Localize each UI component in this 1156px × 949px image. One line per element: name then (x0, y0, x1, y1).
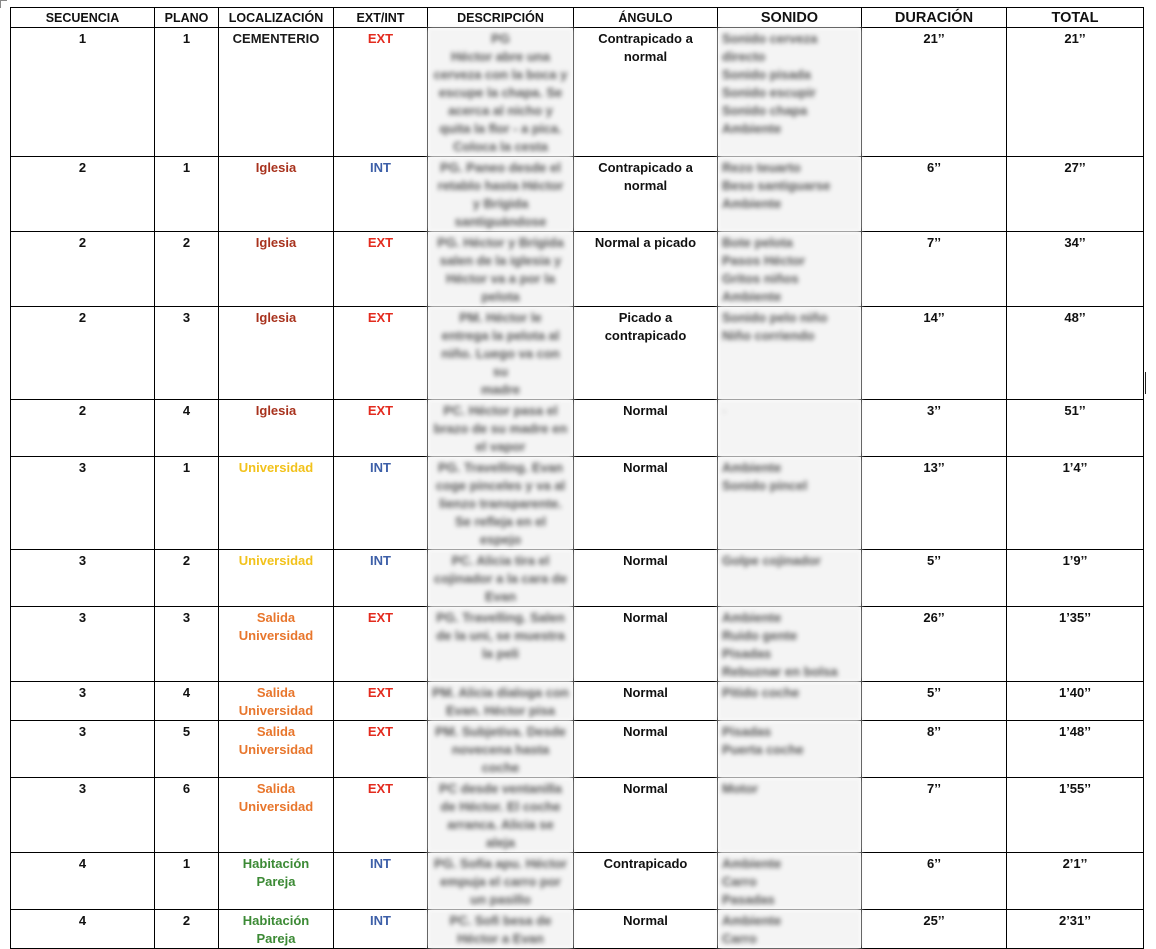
cell-descripcion-line: PC. Héctor pasa el (443, 403, 558, 418)
cell-descripcion-line: entrega la pelota al (441, 328, 560, 343)
cell-descripcion (428, 157, 574, 232)
cell-plano: 3 (155, 307, 219, 400)
cell-sonido (718, 607, 862, 682)
text-cursor (1145, 372, 1146, 394)
cell-ext-int: INT (334, 157, 428, 232)
cell-duracion: 8’’ (862, 721, 1007, 778)
cell-secuencia: 1 (11, 28, 155, 157)
cell-sonido-line: Sonido chapa (722, 103, 808, 118)
table-row (11, 550, 1144, 607)
cell-descripcion-line: PC desde ventanilla (439, 781, 562, 796)
cell-localizacion: Salida Universidad (219, 682, 334, 721)
cell-angulo: Normal (574, 721, 718, 778)
cell-descripcion-line: Coloca la cesta (453, 139, 548, 154)
cell-ext-int: INT (334, 853, 428, 910)
script-breakdown-table (10, 7, 1144, 949)
cell-descripcion-line: PG. Héctor y Brígida (437, 235, 564, 250)
cell-plano: 2 (155, 910, 219, 949)
cell-plano: 4 (155, 682, 219, 721)
cell-descripcion-line: brazo de su madre en (433, 421, 568, 436)
cell-descripcion-line: PC. Alicia tira el (451, 553, 550, 568)
cell-secuencia: 3 (11, 607, 155, 682)
cell-secuencia: 2 (11, 307, 155, 400)
cell-descripcion (428, 910, 574, 949)
cell-total: 1’55’’ (1007, 778, 1144, 853)
cell-sonido-line: Bote pelota (722, 235, 793, 250)
table-row (11, 778, 1144, 853)
cell-descripcion-line: de Héctor. El coche (440, 799, 561, 814)
cell-sonido-line: Rezo teuarto (722, 160, 801, 175)
cell-sonido (718, 157, 862, 232)
cell-descripcion-line: PG. Paneo desde el (440, 160, 561, 175)
table-row (11, 721, 1144, 778)
cell-sonido-line: Carro (722, 874, 757, 889)
cell-sonido-line: Ambiente (722, 121, 782, 136)
cell-descripcion-line: PG (491, 31, 510, 46)
table-row (11, 307, 1144, 400)
cell-localizacion: Salida Universidad (219, 607, 334, 682)
cell-sonido-line: Sonido escupir (722, 85, 816, 100)
cell-descripcion-line: coge pinceles y va al (435, 478, 566, 493)
cell-plano: 6 (155, 778, 219, 853)
cell-descripcion-line: Evan (484, 589, 517, 604)
cell-sonido-line: Pasos Héctor (722, 253, 806, 268)
cell-angulo: Picado a contrapicado (574, 307, 718, 400)
cell-ext-int: EXT (334, 682, 428, 721)
cell-sonido (718, 853, 862, 910)
cell-sonido-line: Beso santiguarse (722, 178, 831, 193)
cell-localizacion: Iglesia (219, 157, 334, 232)
cell-secuencia: 2 (11, 400, 155, 457)
table-row (11, 853, 1144, 910)
cell-total: 1’9’’ (1007, 550, 1144, 607)
cell-sonido-line: Pisadas (722, 646, 772, 661)
cell-descripcion-line: Se refleja en el (454, 514, 547, 529)
cell-duracion: 26’’ (862, 607, 1007, 682)
cell-angulo: Contrapicado a normal (574, 28, 718, 157)
cell-sonido (718, 778, 862, 853)
cell-angulo: Normal (574, 682, 718, 721)
cell-sonido-line: Sonido pisada (722, 67, 811, 82)
cell-plano: 4 (155, 400, 219, 457)
cell-secuencia: 4 (11, 910, 155, 949)
header-total: TOTAL (1007, 8, 1144, 28)
cell-descripcion-line: santiguándose (454, 214, 547, 229)
cell-sonido-line: Carro (722, 931, 757, 946)
cell-descripcion-line: PM. Alicia dialoga con (432, 685, 569, 700)
header-angulo: ÁNGULO (574, 8, 718, 28)
cell-plano: 2 (155, 232, 219, 307)
cell-sonido-line: Ruido gente (722, 628, 798, 643)
cell-descripcion-line: espejo (479, 532, 522, 547)
cell-total: 1’4’’ (1007, 457, 1144, 550)
cell-sonido-line: Ambiente (722, 460, 782, 475)
cell-sonido-line: Puerta coche (722, 742, 804, 757)
cell-sonido-line: Sonido pincel (722, 478, 808, 493)
cell-sonido (718, 28, 862, 157)
cell-sonido-line: Pisadas (722, 724, 772, 739)
cell-descripcion (428, 550, 574, 607)
cell-descripcion-line: retablo hasta Héctor (437, 178, 564, 193)
cell-ext-int: EXT (334, 778, 428, 853)
cell-descripcion-line: PG. Travelling. Evan (438, 460, 563, 475)
cell-sonido (718, 307, 862, 400)
cell-duracion: 5’’ (862, 550, 1007, 607)
cell-ext-int: EXT (334, 28, 428, 157)
cell-descripcion-line: el vapor (475, 439, 526, 454)
cell-descripcion (428, 721, 574, 778)
cell-sonido-line: Rebuznar en bolsa (722, 664, 838, 679)
cell-localizacion: Salida Universidad (219, 721, 334, 778)
cell-descripcion (428, 307, 574, 400)
cell-sonido-line: Ambiente (722, 610, 782, 625)
cell-sonido-line: Pitido coche (722, 685, 800, 700)
header-ext-int: EXT/INT (334, 8, 428, 28)
cell-duracion: 6’’ (862, 853, 1007, 910)
cell-angulo: Normal (574, 778, 718, 853)
cell-sonido (718, 232, 862, 307)
cell-descripcion-line: PG. Travelling. Salen (436, 610, 565, 625)
cell-total: 34’’ (1007, 232, 1144, 307)
cell-secuencia: 3 (11, 778, 155, 853)
table-row (11, 457, 1144, 550)
cell-angulo: Contrapicado a normal (574, 157, 718, 232)
table-row (11, 607, 1144, 682)
cell-angulo: Normal a picado (574, 232, 718, 307)
cell-plano: 1 (155, 457, 219, 550)
cell-total: 2’1’’ (1007, 853, 1144, 910)
cell-total: 51’’ (1007, 400, 1144, 457)
cell-ext-int: EXT (334, 400, 428, 457)
cell-descripcion-line: PG. Sofía apu. Héctor (434, 856, 567, 871)
cell-plano: 3 (155, 607, 219, 682)
cell-descripcion (428, 28, 574, 157)
cell-total: 1’35’’ (1007, 607, 1144, 682)
cell-total: 27’’ (1007, 157, 1144, 232)
table-row (11, 232, 1144, 307)
cell-sonido (718, 682, 862, 721)
header-sonido: SONIDO (718, 8, 862, 28)
cell-angulo: Normal (574, 607, 718, 682)
cell-descripcion (428, 853, 574, 910)
cell-angulo: Normal (574, 550, 718, 607)
cell-descripcion-line: de la uni, se muestra (436, 628, 565, 643)
cell-localizacion: CEMENTERIO (219, 28, 334, 157)
cell-descripcion-line: niño. Luego va con su (441, 346, 560, 379)
cell-sonido (718, 400, 862, 457)
cell-secuencia: 4 (11, 853, 155, 910)
cell-total: 1’40’’ (1007, 682, 1144, 721)
cell-localizacion: Salida Universidad (219, 778, 334, 853)
header-descripcion: DESCRIPCIÓN (428, 8, 574, 28)
cell-secuencia: 3 (11, 682, 155, 721)
cell-secuencia: 3 (11, 550, 155, 607)
table-row (11, 682, 1144, 721)
page-corner-mark (0, 0, 7, 8)
header-plano: PLANO (155, 8, 219, 28)
cell-sonido-line: Sonido cerveza (722, 31, 818, 46)
cell-secuencia: 3 (11, 457, 155, 550)
cell-total: 48’’ (1007, 307, 1144, 400)
cell-sonido (718, 721, 862, 778)
cell-angulo: Normal (574, 400, 718, 457)
table-row (11, 400, 1144, 457)
cell-sonido-line: Ambiente (722, 913, 782, 928)
cell-ext-int: INT (334, 910, 428, 949)
cell-descripcion (428, 778, 574, 853)
cell-angulo: Normal (574, 910, 718, 949)
cell-plano: 5 (155, 721, 219, 778)
cell-sonido-line: Ambiente (722, 856, 782, 871)
table-row (11, 28, 1144, 157)
cell-localizacion: Habitación Pareja (219, 910, 334, 949)
cell-localizacion: Iglesia (219, 232, 334, 307)
cell-descripcion-line: PM. Subjetiva. Desde (435, 724, 566, 739)
cell-plano: 2 (155, 550, 219, 607)
cell-descripcion (428, 682, 574, 721)
cell-duracion: 7’’ (862, 232, 1007, 307)
cell-sonido-line: Niño corriendo (722, 328, 815, 343)
cell-sonido (718, 550, 862, 607)
cell-sonido-line: Ambiente (722, 196, 782, 211)
cell-descripcion-line: y Brígida (472, 196, 529, 211)
cell-ext-int: EXT (334, 607, 428, 682)
cell-plano: 1 (155, 28, 219, 157)
header-secuencia: SECUENCIA (11, 8, 155, 28)
cell-descripcion-line: madre (480, 382, 521, 397)
cell-localizacion: Iglesia (219, 400, 334, 457)
cell-descripcion (428, 400, 574, 457)
cell-sonido-line: - (722, 403, 727, 418)
table-row (11, 910, 1144, 949)
cell-descripcion-line: PC. Sofi besa de (449, 913, 552, 928)
cell-localizacion: Iglesia (219, 307, 334, 400)
cell-descripcion-line: un pasillo (470, 892, 531, 907)
cell-total: 2’31’’ (1007, 910, 1144, 949)
cell-descripcion-line: aleja (486, 835, 515, 850)
cell-sonido (718, 457, 862, 550)
cell-descripcion-line: Héctor a Evan (457, 931, 544, 946)
header-localizacion: LOCALIZACIÓN (219, 8, 334, 28)
cell-descripcion (428, 607, 574, 682)
table-body (11, 28, 1144, 949)
cell-sonido-line: Gritos niños (722, 271, 799, 286)
cell-duracion: 6’’ (862, 157, 1007, 232)
cell-sonido-line: Sonido pelo niño (722, 310, 828, 325)
cell-descripcion-line: Evan. Héctor pisa (445, 703, 556, 718)
cell-sonido-line: Ambiente (722, 289, 782, 304)
cell-secuencia: 2 (11, 157, 155, 232)
cell-descripcion-line: lienzo transparente. (439, 496, 562, 511)
cell-duracion: 3’’ (862, 400, 1007, 457)
cell-descripcion (428, 457, 574, 550)
header-duracion: DURACIÓN (862, 8, 1007, 28)
cell-sonido-line: Golpe cojinador (722, 553, 821, 568)
cell-descripcion-line: cerveza con la boca y (433, 67, 568, 82)
cell-duracion: 21’’ (862, 28, 1007, 157)
cell-descripcion-line: coche (481, 760, 520, 775)
cell-descripcion-line: empuja el carro por (440, 874, 561, 889)
table-row (11, 157, 1144, 232)
cell-plano: 1 (155, 853, 219, 910)
cell-descripcion-line: arranca. Alicia se (447, 817, 554, 832)
cell-secuencia: 2 (11, 232, 155, 307)
cell-sonido (718, 910, 862, 949)
cell-descripcion-line: quita la flor - a pica. (439, 121, 562, 136)
cell-localizacion: Universidad (219, 550, 334, 607)
cell-total: 1’48’’ (1007, 721, 1144, 778)
cell-sonido-line: Pasadas (722, 892, 775, 907)
cell-descripcion-line: pelota (481, 289, 520, 304)
cell-sonido-line: directo (722, 49, 766, 64)
cell-sonido-line: Motor (722, 781, 759, 796)
cell-descripcion-line: cojinador a la cara de (434, 571, 567, 586)
cell-localizacion: Habitación Pareja (219, 853, 334, 910)
cell-secuencia: 3 (11, 721, 155, 778)
cell-angulo: Contrapicado (574, 853, 718, 910)
cell-descripcion-line: escupe la chapa. Se (438, 85, 563, 100)
cell-ext-int: EXT (334, 307, 428, 400)
cell-descripcion-line: la peli (482, 646, 519, 661)
cell-duracion: 25’’ (862, 910, 1007, 949)
cell-duracion: 13’’ (862, 457, 1007, 550)
cell-descripcion-line: PM. Héctor le (459, 310, 542, 325)
cell-total: 21’’ (1007, 28, 1144, 157)
cell-localizacion: Universidad (219, 457, 334, 550)
header-row (11, 8, 1144, 28)
cell-plano: 1 (155, 157, 219, 232)
cell-duracion: 5’’ (862, 682, 1007, 721)
cell-duracion: 14’’ (862, 307, 1007, 400)
cell-ext-int: EXT (334, 232, 428, 307)
cell-descripcion-line: Héctor abre una (451, 49, 550, 64)
cell-duracion: 7’’ (862, 778, 1007, 853)
cell-descripcion-line: novecena hasta (451, 742, 550, 757)
cell-angulo: Normal (574, 457, 718, 550)
cell-ext-int: EXT (334, 721, 428, 778)
cell-descripcion (428, 232, 574, 307)
cell-ext-int: INT (334, 457, 428, 550)
cell-ext-int: INT (334, 550, 428, 607)
cell-descripcion-line: Héctor va a por la (445, 271, 556, 286)
cell-descripcion-line: salen de la iglesia y (439, 253, 562, 268)
cell-descripcion-line: acerca al nicho y (448, 103, 553, 118)
